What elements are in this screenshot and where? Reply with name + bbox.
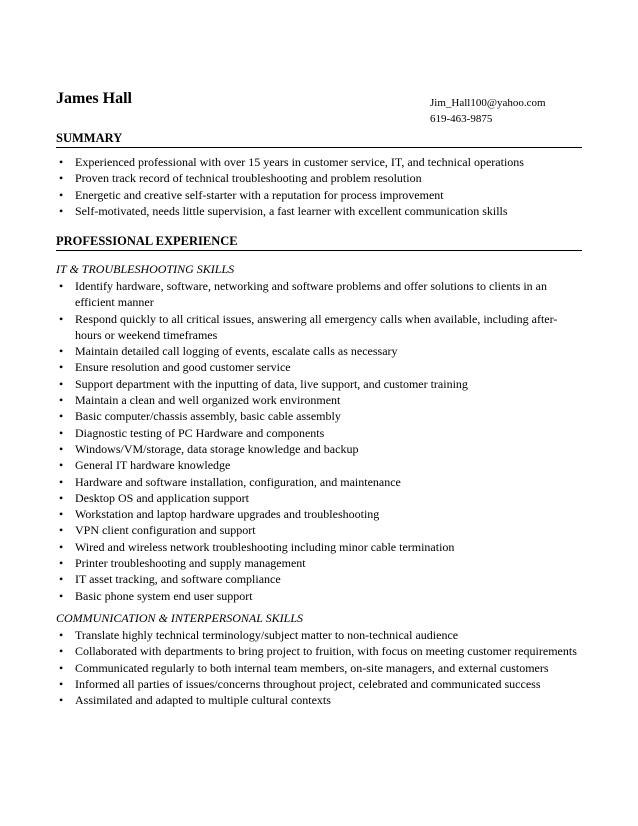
bullet-icon: • xyxy=(59,572,64,587)
bullet-icon: • xyxy=(59,693,64,708)
bullet-icon: • xyxy=(59,425,64,440)
list-item xyxy=(56,692,582,708)
list-item-text: Energetic and creative self-starter with a reputation for process improvement xyxy=(75,187,444,202)
bullet-icon: • xyxy=(59,539,64,554)
bullet-icon: • xyxy=(59,441,64,456)
list-item-text: General IT hardware knowledge xyxy=(75,458,231,473)
list-item-text: Maintain a clean and well organized work environment xyxy=(75,393,341,408)
contact-info xyxy=(430,95,546,127)
bullet-icon: • xyxy=(59,490,64,505)
list-item xyxy=(56,643,582,659)
bullet-icon: • xyxy=(59,676,64,691)
list-item-text: Printer troubleshooting and supply management xyxy=(75,556,306,571)
summary-list xyxy=(56,154,582,219)
bullet-icon: • xyxy=(59,474,64,489)
bullet-icon: • xyxy=(59,458,64,473)
list-item-text: Basic computer/chassis assembly, basic cable assembly xyxy=(75,409,341,424)
list-item-text: Maintain detailed call logging of events, escalate calls as necessary xyxy=(75,344,398,359)
list-item xyxy=(56,457,582,473)
bullet-icon: • xyxy=(59,644,64,659)
bullet-icon: • xyxy=(59,360,64,375)
list-item-text: Respond quickly to all critical issues, answering all emergency calls when available, including after-hours or weekend timeframes xyxy=(75,311,558,342)
list-item-text: Informed all parties of issues/concerns throughout project, celebrated and communicated success xyxy=(75,676,541,691)
list-item xyxy=(56,676,582,692)
list-item-text: Experienced professional with over 15 years in customer service, IT, and technical operations xyxy=(75,155,524,169)
bullet-icon: • xyxy=(59,660,64,675)
it-skills-heading: IT & TROUBLESHOOTING SKILLS xyxy=(56,262,235,276)
phone-number: 619-463-9875 xyxy=(430,113,493,125)
list-item xyxy=(56,408,582,424)
summary-heading: SUMMARY xyxy=(56,131,582,148)
bullet-icon: • xyxy=(59,171,64,186)
list-item-text: Identify hardware, software, networking and software problems and offer solutions to clients in an efficient manner xyxy=(75,279,547,310)
bullet-icon: • xyxy=(59,628,64,642)
list-item xyxy=(56,588,582,604)
it-skills-list xyxy=(56,278,582,604)
communication-skills-list xyxy=(56,627,582,708)
list-item xyxy=(56,278,582,311)
bullet-icon: • xyxy=(59,409,64,424)
list-item-text: Support department with the inputting of data, live support, and customer training xyxy=(75,376,468,391)
bullet-icon: • xyxy=(59,507,64,522)
bullet-icon: • xyxy=(59,588,64,603)
list-item-text: Wired and wireless network troubleshooting including minor cable termination xyxy=(75,539,455,554)
list-item-text: Workstation and laptop hardware upgrades and troubleshooting xyxy=(75,507,380,522)
bullet-icon: • xyxy=(59,203,64,218)
list-item xyxy=(56,343,582,359)
list-item-text: Desktop OS and application support xyxy=(75,490,249,505)
list-item-text: Collaborated with departments to bring project to fruition, with focus on meeting customer requirements xyxy=(75,644,577,659)
list-item xyxy=(56,627,582,643)
list-item xyxy=(56,376,582,392)
list-item-text: Self-motivated, needs little supervision, a fast learner with excellent communication skills xyxy=(75,203,508,218)
list-item xyxy=(56,522,582,538)
list-item-text: Diagnostic testing of PC Hardware and components xyxy=(75,425,325,440)
list-item xyxy=(56,311,582,344)
list-item xyxy=(56,441,582,457)
list-item xyxy=(56,392,582,408)
list-item xyxy=(56,660,582,676)
list-item-text: VPN client configuration and support xyxy=(75,523,256,538)
list-item-text: Assimilated and adapted to multiple cultural contexts xyxy=(75,693,331,708)
bullet-icon: • xyxy=(59,187,64,202)
list-item xyxy=(56,555,582,571)
bullet-icon: • xyxy=(59,376,64,391)
bullet-icon: • xyxy=(59,279,64,293)
list-item xyxy=(56,154,582,170)
list-item-text: Proven track record of technical troubleshooting and problem resolution xyxy=(75,171,422,186)
list-item xyxy=(56,571,582,587)
candidate-name: James Hall xyxy=(56,90,132,107)
bullet-icon: • xyxy=(59,556,64,571)
list-item xyxy=(56,187,582,203)
list-item-text: Windows/VM/storage, data storage knowledge and backup xyxy=(75,441,359,456)
list-item-text: Communicated regularly to both internal team members, on-site managers, and external customers xyxy=(75,660,549,675)
list-item-text: Ensure resolution and good customer service xyxy=(75,360,291,375)
list-item-text: Translate highly technical terminology/subject matter to non-technical audience xyxy=(75,628,459,642)
list-item xyxy=(56,539,582,555)
bullet-icon: • xyxy=(59,311,64,326)
bullet-icon: • xyxy=(59,344,64,359)
experience-heading: PROFESSIONAL EXPERIENCE xyxy=(56,234,582,251)
list-item xyxy=(56,490,582,506)
bullet-icon: • xyxy=(59,155,64,169)
list-item xyxy=(56,506,582,522)
list-item xyxy=(56,170,582,186)
communication-skills-heading: COMMUNICATION & INTERPERSONAL SKILLS xyxy=(56,611,304,625)
list-item-text: Hardware and software installation, configuration, and maintenance xyxy=(75,474,401,489)
list-item xyxy=(56,359,582,375)
email-address: Jim_Hall100@yahoo.com xyxy=(430,97,546,109)
list-item-text: Basic phone system end user support xyxy=(75,588,253,603)
list-item xyxy=(56,203,582,219)
bullet-icon: • xyxy=(59,393,64,408)
list-item-text: IT asset tracking, and software compliance xyxy=(75,572,281,587)
bullet-icon: • xyxy=(59,523,64,538)
list-item xyxy=(56,474,582,490)
list-item xyxy=(56,425,582,441)
